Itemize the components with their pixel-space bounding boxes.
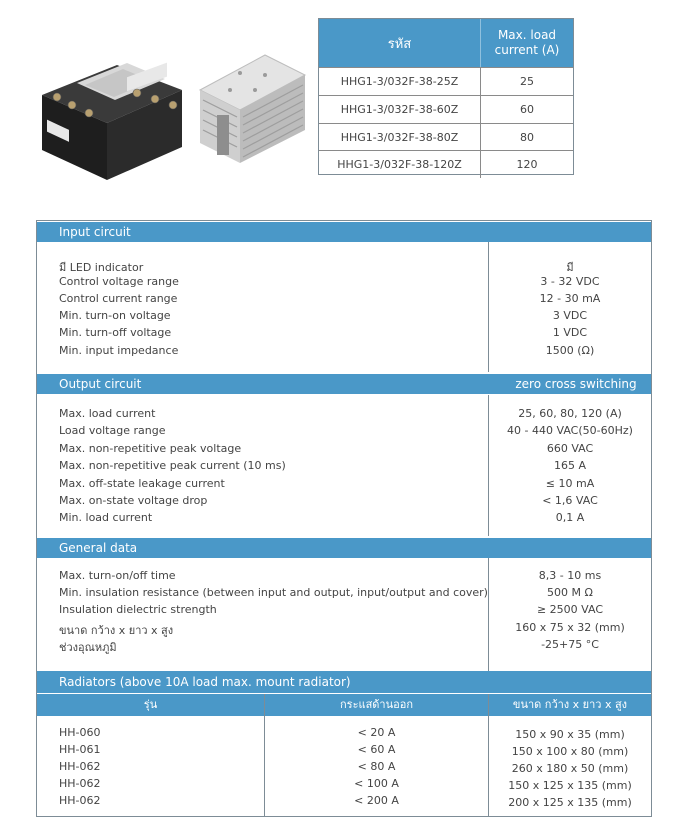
radiators-column-header bbox=[37, 694, 651, 716]
model-table-header bbox=[319, 19, 573, 67]
model-table bbox=[318, 18, 574, 175]
spec-value: 12 - 30 mA bbox=[539, 292, 601, 305]
spec-value: มี bbox=[566, 261, 574, 274]
radiator-size: 150 x 90 x 35 (mm) bbox=[515, 728, 625, 741]
radiator-model: HH-062 bbox=[59, 760, 101, 773]
spec-label: มี LED indicator bbox=[59, 261, 144, 274]
spec-value: 1500 (Ω) bbox=[545, 344, 595, 357]
table-row bbox=[319, 67, 573, 95]
radiator-model: HH-062 bbox=[59, 794, 101, 807]
heatsink-image bbox=[195, 45, 310, 165]
output-circuit-header bbox=[37, 374, 651, 394]
spec-value: 660 VAC bbox=[546, 442, 594, 455]
radiator-size: 200 x 125 x 135 (mm) bbox=[508, 796, 632, 809]
radiator-current: < 20 A bbox=[357, 726, 396, 739]
spec-label: Control current range bbox=[59, 292, 178, 305]
radiator-size-header: ขนาด กว้าง x ยาว x สูง bbox=[512, 698, 628, 711]
radiator-model: HH-060 bbox=[59, 726, 101, 739]
section-title: General data bbox=[59, 541, 138, 555]
table-row bbox=[319, 95, 573, 123]
max-load-current-header: Max. load current (A) bbox=[494, 28, 560, 57]
spec-label: ขนาด กว้าง x ยาว x สูง bbox=[59, 624, 174, 637]
model-code: HHG1-3/032F-38-80Z bbox=[319, 124, 481, 151]
radiator-current-header: กระแสด้านออก bbox=[340, 698, 413, 711]
section-title: Output circuit bbox=[59, 377, 142, 391]
spec-value: 0,1 A bbox=[555, 511, 585, 524]
spec-value: 3 - 32 VDC bbox=[540, 275, 600, 288]
radiator-model: HH-062 bbox=[59, 777, 101, 790]
spec-label: Min. turn-off voltage bbox=[59, 326, 172, 339]
model-current: 120 bbox=[516, 158, 538, 171]
model-current: 80 bbox=[520, 131, 534, 144]
spec-value: < 1,6 VAC bbox=[542, 494, 598, 507]
model-current: 60 bbox=[520, 103, 534, 116]
model-code: HHG1-3/032F-38-120Z bbox=[319, 151, 481, 178]
spec-label: Insulation dielectric strength bbox=[59, 603, 217, 616]
spec-label: Max. off-state leakage current bbox=[59, 477, 225, 490]
spec-label: Max. non-repetitive peak current (10 ms) bbox=[59, 459, 286, 472]
spec-value: 500 M Ω bbox=[547, 586, 593, 599]
radiator-size: 150 x 100 x 80 (mm) bbox=[511, 745, 629, 758]
solid-state-relay-image bbox=[37, 55, 187, 185]
radiators-header bbox=[37, 671, 651, 693]
section-title: Radiators (above 10A load max. mount radiator) bbox=[59, 675, 351, 689]
radiator-size: 150 x 125 x 135 (mm) bbox=[508, 779, 632, 792]
model-code-header: รหัส bbox=[319, 19, 481, 67]
spec-value: ≤ 10 mA bbox=[545, 477, 595, 490]
model-code: HHG1-3/032F-38-25Z bbox=[319, 68, 481, 95]
spec-label: Control voltage range bbox=[59, 275, 179, 288]
model-current: 25 bbox=[520, 75, 534, 88]
spec-value: 40 - 440 VAC(50-60Hz) bbox=[507, 424, 633, 437]
spec-label: Max. on-state voltage drop bbox=[59, 494, 208, 507]
input-circuit-header bbox=[37, 222, 651, 242]
spec-value: 160 x 75 x 32 (mm) bbox=[515, 621, 625, 634]
radiator-current: < 200 A bbox=[354, 794, 399, 807]
section-title: Input circuit bbox=[59, 225, 131, 239]
spec-label: Min. turn-on voltage bbox=[59, 309, 171, 322]
general-data-header bbox=[37, 538, 651, 558]
spec-label: Max. non-repetitive peak voltage bbox=[59, 442, 242, 455]
spec-label: Min. input impedance bbox=[59, 344, 179, 357]
radiator-current: < 60 A bbox=[357, 743, 396, 756]
spec-value: 8,3 - 10 ms bbox=[538, 569, 602, 582]
spec-label: Max. load current bbox=[59, 407, 156, 420]
table-row bbox=[319, 123, 573, 151]
spec-label: Min. load current bbox=[59, 511, 153, 524]
radiator-size: 260 x 180 x 50 (mm) bbox=[511, 762, 629, 775]
spec-label: Min. insulation resistance (between input and output, input/output and cover) bbox=[59, 586, 488, 599]
radiator-current: < 100 A bbox=[354, 777, 399, 790]
spec-value: -25+75 °C bbox=[541, 638, 599, 651]
radiator-model-header: รุ่น bbox=[143, 698, 158, 711]
spec-label: ช่วงอุณหภูมิ bbox=[59, 641, 117, 654]
spec-value: 25, 60, 80, 120 (A) bbox=[518, 407, 622, 420]
spec-label: Max. turn-on/off time bbox=[59, 569, 176, 582]
radiator-current: < 80 A bbox=[357, 760, 396, 773]
model-code: HHG1-3/032F-38-60Z bbox=[319, 96, 481, 123]
spec-value: 165 A bbox=[553, 459, 587, 472]
radiator-model: HH-061 bbox=[59, 743, 101, 756]
switching-mode: zero cross switching bbox=[515, 377, 637, 391]
table-row bbox=[319, 150, 573, 178]
spec-value: ≥ 2500 VAC bbox=[536, 603, 604, 616]
spec-value: 3 VDC bbox=[552, 309, 588, 322]
spec-value: 1 VDC bbox=[552, 326, 588, 339]
spec-label: Load voltage range bbox=[59, 424, 166, 437]
